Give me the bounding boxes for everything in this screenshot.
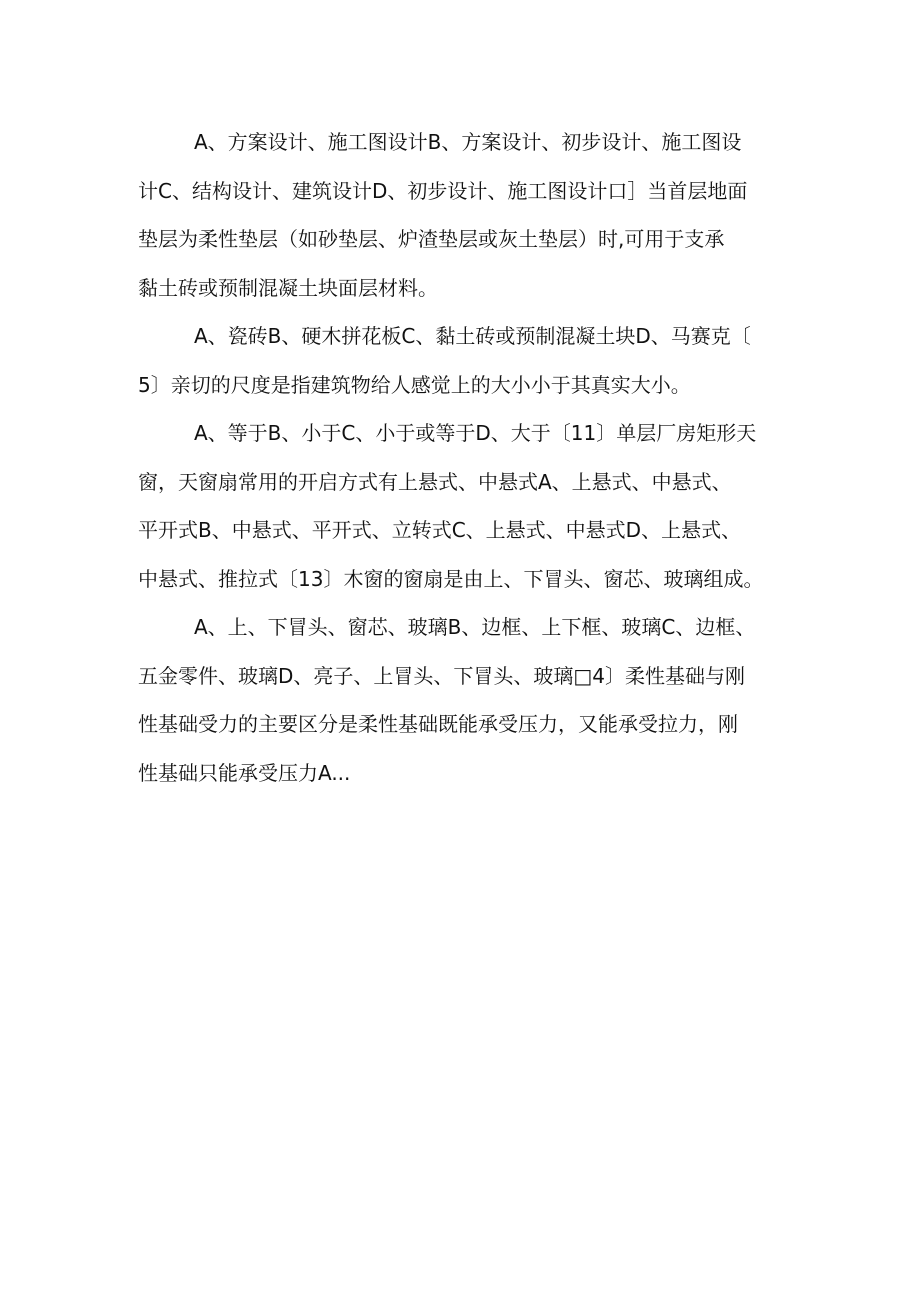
paragraph-line: 中悬式、推拉式〔13〕木窗的窗扇是由上、下冒头、窗芯、玻璃组成。: [138, 566, 764, 591]
paragraph-line: 计C、结构设计、建筑设计D、初步设计、施工图设计口］当首层地面: [138, 178, 748, 203]
paragraph-3: [138, 409, 798, 603]
paragraph-line: 五金零件、玻璃D、亮子、上冒头、下冒头、玻璃□4〕柔性基础与刚: [138, 663, 746, 688]
paragraph-line: A、上、下冒头、窗芯、玻璃B、边框、上下框、玻璃C、边框、: [194, 615, 756, 639]
paragraph-line: 性基础只能承受压力A...: [138, 760, 351, 785]
paragraph-line: 平开式B、中悬式、平开式、立转式C、上悬式、中悬式D、上悬式、: [138, 518, 742, 542]
paragraph-1: [138, 118, 798, 312]
paragraph-4: [138, 603, 798, 797]
paragraph-line: A、等于B、小于C、小于或等于D、大于〔11〕单层厂房矩形天: [194, 421, 757, 445]
paragraph-line: 黏土砖或预制混凝土块面层材料。: [138, 275, 438, 300]
paragraph-line: 5〕亲切的尺度是指建筑物给人感觉上的大小小于其真实大小。: [138, 372, 691, 397]
paragraph-line: 窗，天窗扇常用的开启方式有上悬式、中悬式A、上悬式、中悬式、: [138, 469, 732, 494]
paragraph-line: 垫层为柔性垫层（如砂垫层、炉渣垫层或灰土垫层）时,可用于支承: [138, 227, 725, 251]
paragraph-line: A、方案设计、施工图设计B、方案设计、初步设计、施工图设: [194, 130, 742, 154]
document-body: [138, 118, 798, 797]
paragraph-line: 性基础受力的主要区分是柔性基础既能承受压力，又能承受拉力，刚: [138, 712, 738, 736]
paragraph-2: [138, 312, 798, 409]
paragraph-line: A、瓷砖B、硬木拼花板C、黏土砖或预制混凝土块D、马赛克〔: [194, 324, 751, 348]
